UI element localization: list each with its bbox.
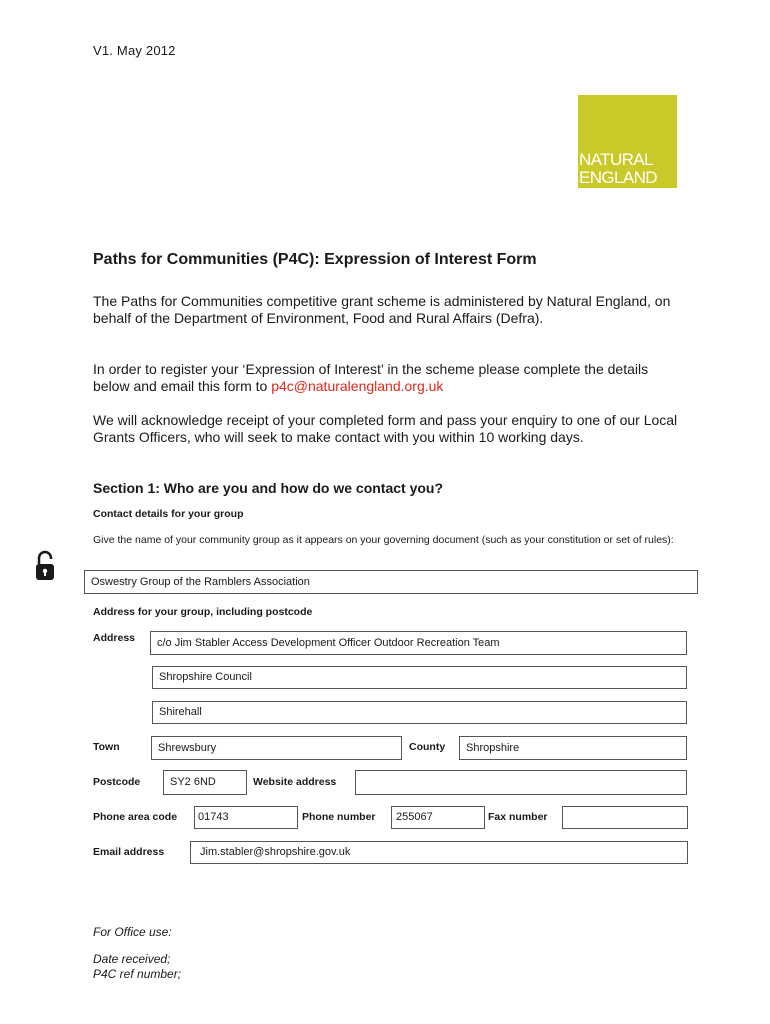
county-label: County: [409, 741, 446, 753]
section-1-heading: Section 1: Who are you and how do we contact you?: [93, 480, 444, 496]
website-label: Website address: [253, 776, 337, 788]
phone-area-code-label: Phone area code: [93, 811, 178, 823]
email-address-label: Email address: [93, 846, 165, 858]
address-line-1-field[interactable]: c/o Jim Stabler Access Development Officer Outdoor Recreation Team: [150, 631, 687, 655]
address-line-3-field[interactable]: Shirehall: [152, 701, 687, 724]
email-address-field[interactable]: Jim.stabler@shropshire.gov.uk: [190, 841, 688, 864]
logo-line-2: ENGLAND: [579, 168, 657, 187]
intro-paragraph-3: We will acknowledge receipt of your completed form and pass your enquiry to one of our Local Grants Officers, who will seek to make contact with you within 10 working days.: [93, 412, 678, 445]
group-name-field[interactable]: Oswestry Group of the Ramblers Association: [84, 570, 698, 594]
office-use-heading: For Office use:: [93, 925, 172, 939]
town-label: Town: [93, 741, 120, 753]
phone-number-field[interactable]: 255067: [391, 806, 485, 829]
fax-number-label: Fax number: [488, 811, 548, 823]
natural-england-logo: [578, 95, 677, 188]
fax-number-field[interactable]: [562, 806, 688, 829]
intro-paragraph-2-text: In order to register your ‘Expression of Interest’ in the scheme please complete the details below and email this form to: [93, 361, 649, 394]
postcode-field[interactable]: SY2 6ND: [163, 770, 247, 795]
phone-area-code-field[interactable]: 01743: [194, 806, 298, 829]
unlocked-padlock-icon[interactable]: [35, 550, 57, 582]
website-field[interactable]: [355, 770, 687, 795]
contact-details-heading: Contact details for your group: [93, 508, 244, 520]
document-version: V1. May 2012: [93, 43, 176, 58]
date-received-label: Date received;: [93, 952, 171, 966]
intro-paragraph-1: The Paths for Communities competitive grant scheme is administered by Natural England, on behalf of the Department of Environment, Food and Rural Affairs (Defra).: [93, 293, 671, 326]
logo-line-1: NATURAL: [579, 150, 653, 169]
town-field[interactable]: Shrewsbury: [151, 736, 402, 760]
phone-number-label: Phone number: [302, 811, 376, 823]
county-field[interactable]: Shropshire: [459, 736, 687, 760]
group-name-instruction: Give the name of your community group as it appears on your governing document (such as your constitution or set of rules):: [93, 534, 674, 546]
submission-email-link[interactable]: p4c@naturalengland.org.uk: [271, 378, 444, 394]
postcode-label: Postcode: [93, 776, 141, 788]
address-line-2-field[interactable]: Shropshire Council: [152, 666, 687, 689]
address-heading: Address for your group, including postcode: [93, 606, 313, 618]
intro-paragraph-2: [93, 361, 683, 395]
address-label: Address: [93, 632, 136, 644]
form-title: Paths for Communities (P4C): Expression of Interest Form: [93, 251, 537, 268]
p4c-ref-number-label: P4C ref number;: [93, 967, 182, 981]
